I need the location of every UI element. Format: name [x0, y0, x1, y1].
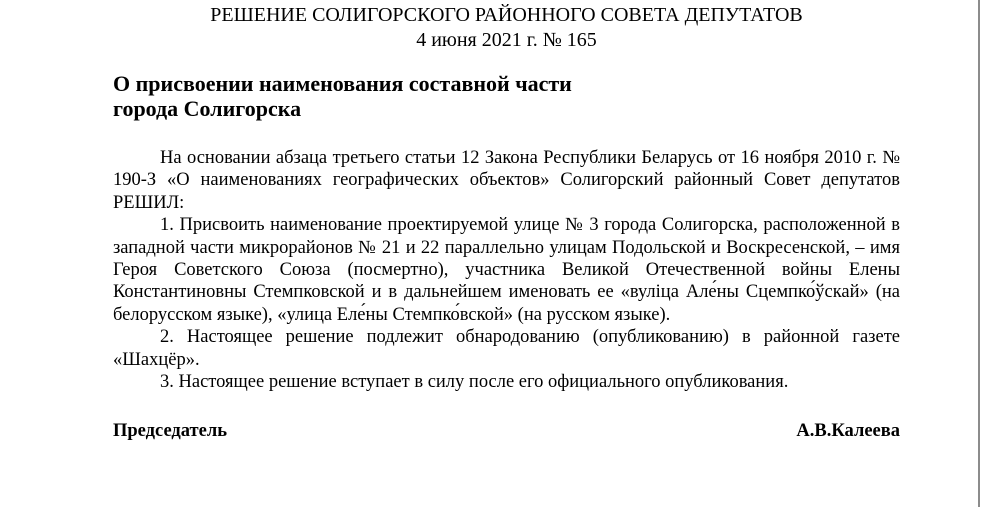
decision-date-number: 4 июня 2021 г. № 165: [416, 29, 597, 51]
document-title: [113, 71, 900, 121]
signature-name: А.В.Калеева: [796, 421, 900, 442]
paragraph-item-1: 1. Присвоить наименование проектируемой улице № 3 города Солигорска, расположенной в западной части микрорайонов № 21 и 22 параллельно улицам Подольской и Воскресенской, – имя Героя Советского Союза (посмертно), участника Великой Отечественной войны Елены Константиновны Стемпковской и в дальнейшем именовать ее «вуліца Але́ны Сцемпко́ўскай» (на белорусском языке), «улица Еле́ны Стемпко́вской» (на русском языке).: [113, 215, 900, 325]
decision-heading: РЕШЕНИЕ СОЛИГОРСКОГО РАЙОННОГО СОВЕТА ДЕПУТАТОВ: [210, 4, 803, 26]
paragraph-item-2: 2. Настоящее решение подлежит обнародованию (опубликованию) в районной газете «Шахцёр».: [113, 327, 900, 370]
signature-position: Председатель: [113, 421, 227, 442]
document-body: [113, 147, 900, 393]
title-line-1: О присвоении наименования составной части: [113, 71, 572, 96]
document-header: [113, 0, 900, 53]
paragraph-item-3: 3. Настоящее решение вступает в силу после его официального опубликования.: [160, 372, 789, 393]
title-line-2: города Солигорска: [113, 96, 302, 121]
paragraph-preamble: На основании абзаца третьего статьи 12 Закона Республики Беларусь от 16 ноября 2010 г. № 190-З «О наименованиях географических объектов» Солигорский районный Совет депутатов РЕШИЛ:: [113, 148, 900, 213]
signature-block: [113, 421, 900, 442]
document-page: [113, 0, 900, 442]
page-edge-line: [978, 0, 980, 507]
